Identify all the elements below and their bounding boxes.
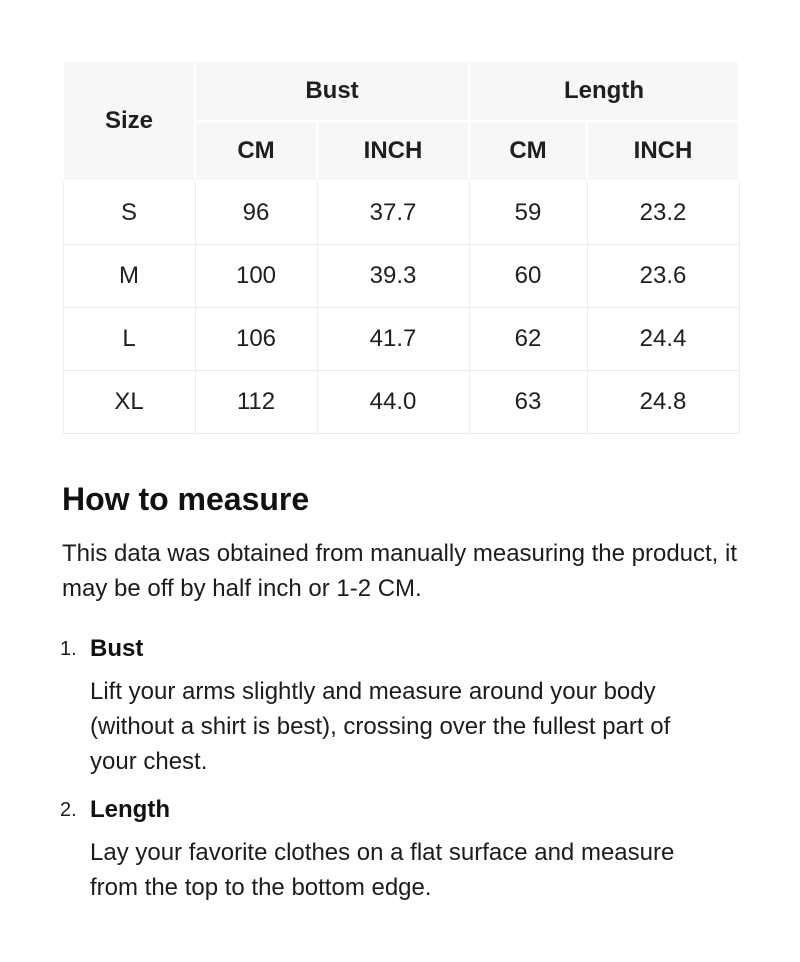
- header-bust-inch: INCH: [317, 121, 469, 181]
- cell-size: L: [63, 307, 195, 370]
- how-to-measure-intro: This data was obtained from manually measuring the product, it may be off by half inch or 1-2 CM.: [62, 539, 738, 602]
- list-item-term: Bust: [90, 634, 144, 662]
- list-item-number: 2.: [60, 798, 77, 821]
- cell-bust-cm: 96: [195, 181, 317, 244]
- cell-size: S: [63, 181, 195, 244]
- table-row: [63, 181, 739, 244]
- header-bust-group: Bust: [195, 61, 469, 121]
- cell-length-inch: 23.2: [587, 181, 739, 244]
- cell-bust-cm: 112: [195, 370, 317, 433]
- list-item-term: Length: [90, 795, 170, 823]
- cell-bust-cm: 106: [195, 307, 317, 370]
- cell-bust-inch: 37.7: [317, 181, 469, 244]
- list-item-number: 1.: [60, 637, 77, 660]
- cell-bust-inch: 44.0: [317, 370, 469, 433]
- header-length-group: Length: [469, 61, 739, 121]
- table-row: [63, 370, 739, 433]
- size-chart-table: [62, 60, 740, 434]
- cell-length-inch: 24.4: [587, 307, 739, 370]
- header-length-inch: INCH: [587, 121, 739, 181]
- size-chart-body: [63, 181, 739, 433]
- cell-length-inch: 23.6: [587, 244, 739, 307]
- cell-size: XL: [63, 370, 195, 433]
- cell-length-cm: 62: [469, 307, 587, 370]
- cell-size: M: [63, 244, 195, 307]
- cell-length-inch: 24.8: [587, 370, 739, 433]
- list-item-description: Lift your arms slightly and measure around your body (without a shirt is best), crossing over the fullest part of your chest.: [90, 677, 671, 775]
- list-item-description: Lay your favorite clothes on a flat surface and measure from the top to the bottom edge.: [90, 838, 675, 901]
- table-row: [63, 307, 739, 370]
- measure-instructions-list: [62, 634, 738, 905]
- list-item: [62, 795, 738, 905]
- list-item: [62, 634, 738, 779]
- how-to-measure-heading: How to measure: [62, 480, 310, 517]
- cell-length-cm: 59: [469, 181, 587, 244]
- cell-bust-cm: 100: [195, 244, 317, 307]
- cell-length-cm: 60: [469, 244, 587, 307]
- header-size: Size: [63, 61, 195, 181]
- header-bust-cm: CM: [195, 121, 317, 181]
- cell-length-cm: 63: [469, 370, 587, 433]
- header-length-cm: CM: [469, 121, 587, 181]
- table-row: [63, 244, 739, 307]
- cell-bust-inch: 39.3: [317, 244, 469, 307]
- size-chart-header: [63, 61, 739, 181]
- cell-bust-inch: 41.7: [317, 307, 469, 370]
